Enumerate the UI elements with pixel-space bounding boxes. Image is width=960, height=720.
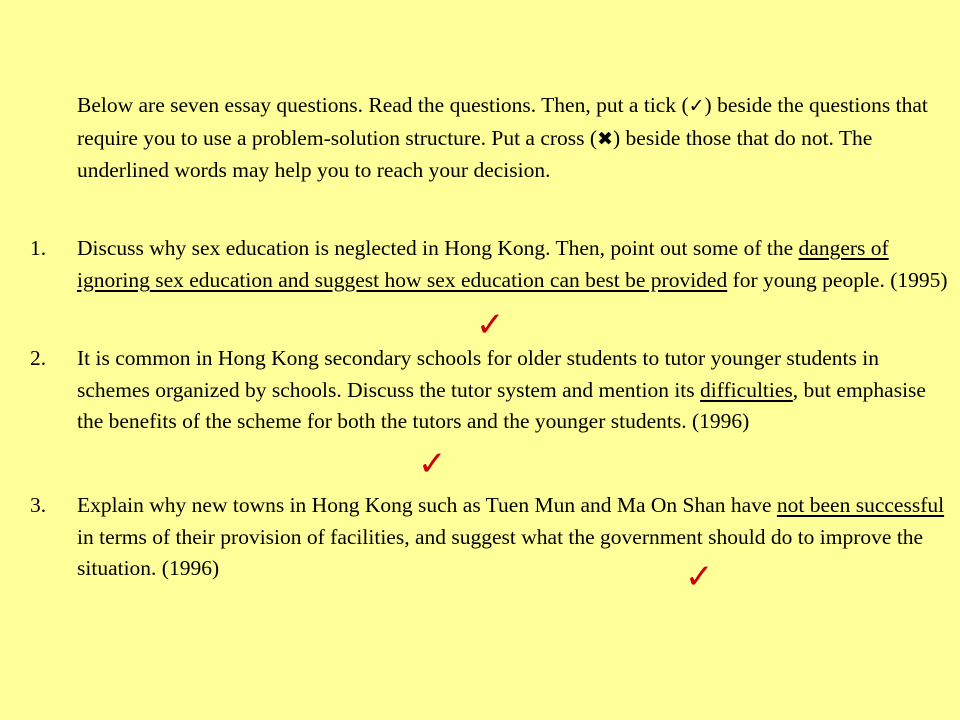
question-number: 1. — [30, 236, 47, 260]
instructions-text-1: Below are seven essay questions. Read the questions. Then, put a tick ( — [77, 93, 689, 117]
underlined-phrase: dangers of ignoring sex education and suggest how sex education can best be provided — [77, 236, 889, 292]
underlined-phrase: not been successful — [776, 493, 945, 517]
question-1 — [30, 233, 955, 296]
question-text: It is common in Hong Kong secondary schools for older students to tutor younger students in schemes organized by schools. Discuss the tutor system and mention its difficulties, but emphasise the benefits of the scheme for both the tutors and the younger students. (1996) — [77, 346, 926, 433]
question-text: Explain why new towns in Hong Kong such as Tuen Mun and Ma On Shan have not been successful in terms of their provision of facilities, and suggest what the government should do to improve the situation. (1996) — [77, 493, 945, 580]
underlined-phrase: difficulties — [700, 377, 793, 402]
instructions-paragraph — [77, 90, 947, 187]
cross-symbol: ✖ — [597, 127, 613, 150]
red-tick-icon: ✓ — [685, 557, 714, 597]
red-tick-icon: ✓ — [418, 444, 447, 484]
question-3 — [30, 490, 955, 585]
instructions-text-2: ) beside the questions that require you to use a problem-solution structure. Put a cross ( — [77, 93, 928, 150]
tick-symbol: ✓ — [688, 95, 705, 117]
instructions-text-3: ) beside those that do not. The underlined words may help you to reach your decision. — [77, 125, 873, 182]
red-tick-icon: ✓ — [476, 305, 505, 345]
question-number: 3. — [30, 493, 47, 517]
question-2 — [30, 343, 955, 438]
question-number: 2. — [30, 346, 47, 370]
question-text: Discuss why sex education is neglected in Hong Kong. Then, point out some of the dangers of ignoring sex education and suggest how sex education can best be provided for young people. (1995) — [77, 236, 948, 292]
